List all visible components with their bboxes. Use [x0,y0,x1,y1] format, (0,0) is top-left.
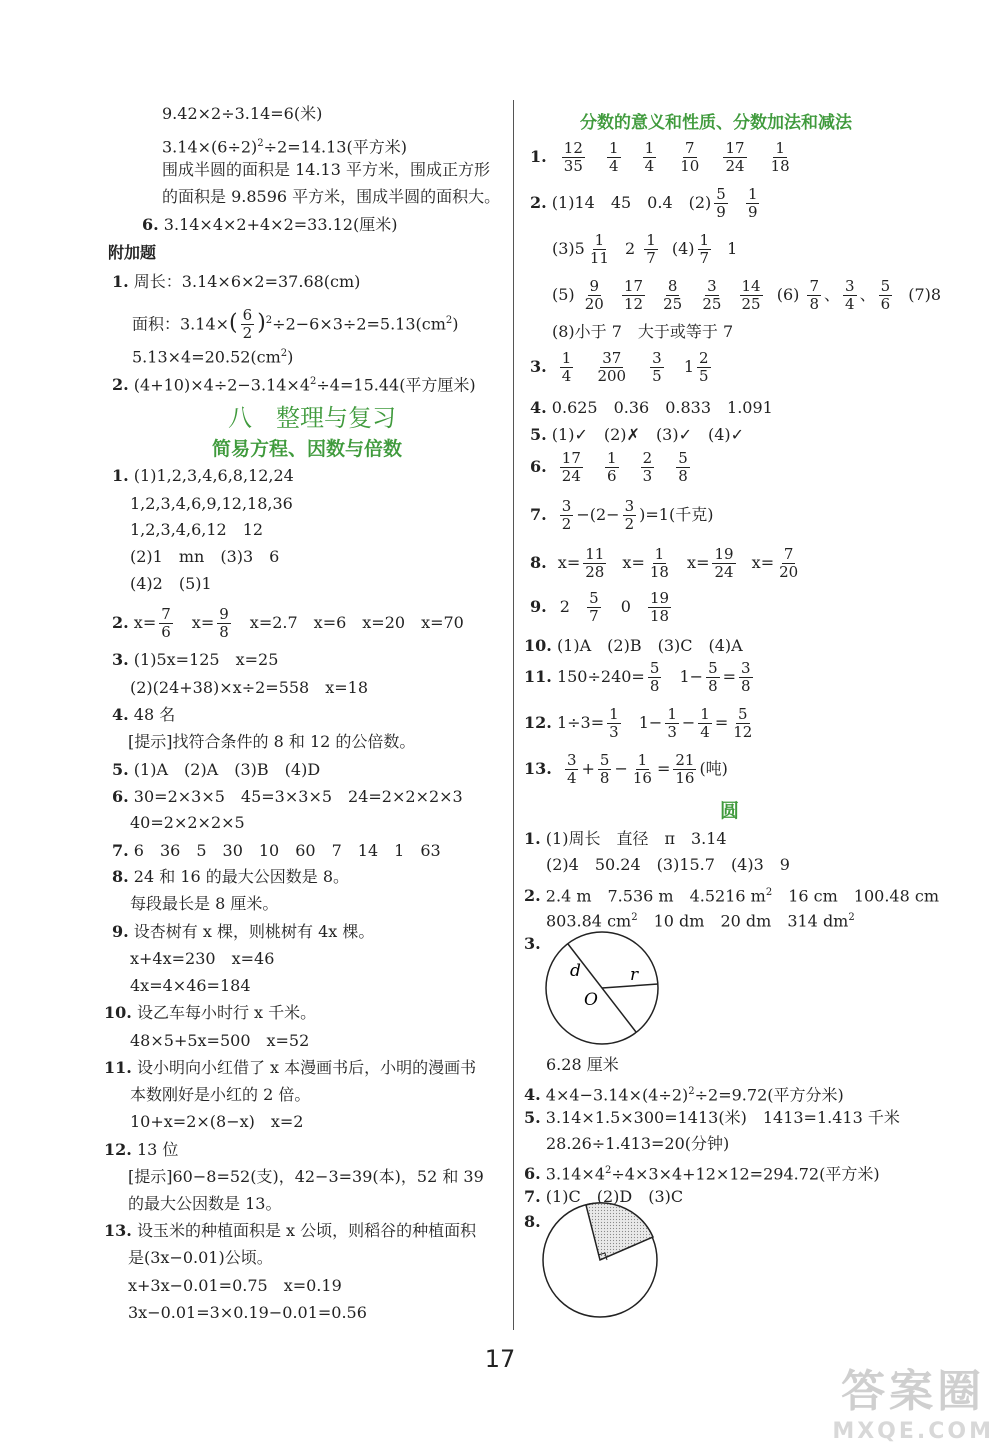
text-line: 的最大公因数是 13。 [128,1194,282,1213]
radius-label: r [630,965,639,985]
section-heading: 附加题 [108,243,157,262]
text-line: 9. 2 $\frac{5}{7}$ 0 $\frac{19}{18}$ [530,589,670,625]
text-line: 11. 150÷240= $\frac{5}{8}$ 1− $\frac{5}{8}$ = $\frac{3}{8}$ [524,659,751,695]
chapter-title: 八 整理与复习 [228,404,396,432]
text-line: (2)1 mn (3)3 6 [130,547,280,566]
section-title: 简易方程、因数与倍数 [212,438,403,460]
circle-diagram-3 [544,928,664,1048]
text-line: 6.28 厘米 [546,1055,619,1074]
text-line: 13. $\frac{3}{4}$ + $\frac{5}{8}$ − $\frac{1}{16}$ = $\frac{21}{16}$ (吨) [524,751,728,787]
section-title: 分数的意义和性质、分数加法和减法 [580,113,852,133]
text-line: 28.26÷1.413=20(分钟) [546,1134,730,1153]
text-line: 面积：3.14×( $\frac{6}{2}$ )$^2\div 2-6\times 3\div 2=5.13(cm^2)$ [132,306,459,343]
text-line: 10+x=2×(8−x) x=2 [130,1112,304,1131]
text-line: 40=2×2×2×5 [130,813,245,832]
text-line: 1. (1)周长 直径 π 3.14 [524,829,727,848]
text-line: 6. 3.14×4×2+4×2=33.12(厘米) [142,215,398,234]
text-line: 12. 1÷3= $\frac{1}{3}$ 1− $\frac{1}{3}$ − $\frac{1}{4}$ = $\frac{5}{12}$ [524,705,753,741]
text-line: 的面积是 9.8596 平方米，围成半圆的面积大。 [162,187,501,206]
text-line: 4. 48 名 [112,705,176,724]
text-line: 7. 6 36 5 30 10 60 7 14 1 63 [112,841,441,860]
text-line: 本数刚好是小红的 2 倍。 [130,1085,311,1104]
text-line: 6. 30=2×3×5 45=3×3×5 24=2×2×2×3 [112,787,463,806]
page-number: 17 [484,1345,516,1373]
text-line: 8. x= $\frac{11}{28}$ x= $\frac{1}{18}$ x= $\frac{19}{24}$ x= $\frac{7}{20}$ [530,545,799,581]
text-line: 3. $\frac{1}{4}$ $\frac{37}{200}$ $\frac{3}{5}$ 1 $\frac{2}{5}$ [530,349,709,385]
section-title: 圆 [720,800,740,822]
text-line: 4. $4\times 4-3.14\times(4\div 2)^2\div 2=9.72$(平方分米) [524,1085,844,1105]
text-line: 2. (1)14 45 0.4 (2) $\frac{5}{9}$ $\frac{1}{9}$ [530,185,758,221]
text-line: 2. 2.4 m 7.536 m 4.5216 $m^2$ 16 cm 100.48 cm [524,886,939,906]
text-line: (5) $\frac{9}{20}$ $\frac{17}{12}$ $\frac{8}{25}$ $\frac{3}{25}$ $\frac{14}{25}$ (6) $\frac{7}{8}$ 、 $\frac{3}{4}$ 、 $\frac{5}{6}$ (7)8 [552,277,942,313]
text-line: 8. [524,1212,541,1231]
text-line: 1. 周长：3.14×6×2=37.68(cm) [112,272,361,291]
circle-diagram-8 [540,1200,662,1322]
text-line: 2. x= $\frac{7}{6}$ x= $\frac{9}{8}$ x=2.7 x=6 x=20 x=70 [112,605,464,641]
text-line: 4. 0.625 0.36 0.833 1.091 [530,398,773,417]
text-line: 11. 设小明向小红借了 x 本漫画书后，小明的漫画书 [104,1058,477,1077]
text-line: x+3x−0.01=0.75 x=0.19 [128,1276,342,1295]
text-line: 5. (1)A (2)A (3)B (4)D [112,760,321,779]
text-line: 13. 设玉米的种植面积是 x 公顷，则稻谷的种植面积 [104,1221,477,1240]
text-line: (2)(24+38)×x÷2=558 x=18 [130,678,369,697]
watermark: 答案圈 MXQE.COM [832,1366,994,1444]
text-line: (3)5 $\frac{1}{11}$ 2 $\frac{1}{7}$ (4) $\frac{1}{7}$ 1 [552,231,738,267]
center-label: O [584,990,598,1010]
text-line: $5.13\times 4=20.52(cm^2)$ [132,347,294,367]
text-line: 12. 13 位 [104,1140,179,1159]
text-line: 803.84 $cm^2$ 10 dm 20 dm 314 $dm^2$ [546,911,855,931]
text-line: 1. $\frac{12}{35}$ $\frac{1}{4}$ $\frac{1}{4}$ $\frac{7}{10}$ $\frac{17}{24}$ $\frac{1}{18}$ [530,139,790,175]
text-line: 1,2,3,4,6,9,12,18,36 [130,494,293,513]
text-line: 9.42×2÷3.14=6(米) [162,104,323,123]
text-line: 9. 设杏树有 x 棵，则桃树有 4x 棵。 [112,922,375,941]
text-line: 6. $\frac{17}{24}$ $\frac{1}{6}$ $\frac{2}{3}$ $\frac{5}{8}$ [530,449,688,485]
text-line: 5. 3.14×1.5×300=1413(米) 1413=1.413 千米 [524,1108,900,1127]
text-line: (4)2 (5)1 [130,574,212,593]
text-line: 1,2,3,4,6,12 12 [130,520,264,539]
text-line: (2)4 50.24 (3)15.7 (4)3 9 [546,855,790,874]
text-line: 10. (1)A (2)B (3)C (4)A [524,636,743,655]
diameter-label: d [570,961,581,981]
text-line: 5. (1)✓ (2)✗ (3)✓ (4)✓ [530,425,745,444]
text-line: 每段最长是 8 厘米。 [130,894,279,913]
text-line: 10. 设乙车每小时行 x 千米。 [104,1003,317,1022]
text-line: 8. 24 和 16 的最大公因数是 8。 [112,867,350,886]
text-line: 48×5+5x=500 x=52 [130,1031,310,1050]
text-line: 7. $\frac{3}{2}$ −(2− $\frac{3}{2}$ )=1(千克) [530,497,714,533]
text-line: 是(3x−0.01)公顷。 [128,1248,273,1267]
text-line: 2. $(4+10)\times 4\div 2-3.14\times 4^2\div 4=15.44$(平方厘米) [112,375,476,395]
column-divider [513,100,514,1330]
text-line: 4x=4×46=184 [130,976,251,995]
text-line: 6. $3.14\times 4^2\div 4\times 3\times 4+12\times 12=294.72$(平方米) [524,1164,880,1184]
text-line: x+4x=230 x=46 [130,949,275,968]
text-line: [提示]60−8=52(支)，42−3=39(本)，52 和 39 [128,1167,484,1186]
text-line: $3.14\times(6\div 2)^2\div 2=14.13$(平方米) [162,137,407,157]
text-line: [提示]找符合条件的 8 和 12 的公倍数。 [128,732,416,751]
text-line: (8)小于 7 大于或等于 7 [552,322,734,341]
text-line: 3. (1)5x=125 x=25 [112,650,279,669]
text-line: 3x−0.01=3×0.19−0.01=0.56 [128,1303,367,1322]
text-line: 7. (1)C (2)D (3)C [524,1187,684,1206]
text-line: 围成半圆的面积是 14.13 平方米，围成正方形 [162,160,490,179]
text-line: 3. [524,934,541,953]
text-line: 1. (1)1,2,3,4,6,8,12,24 [112,466,294,485]
